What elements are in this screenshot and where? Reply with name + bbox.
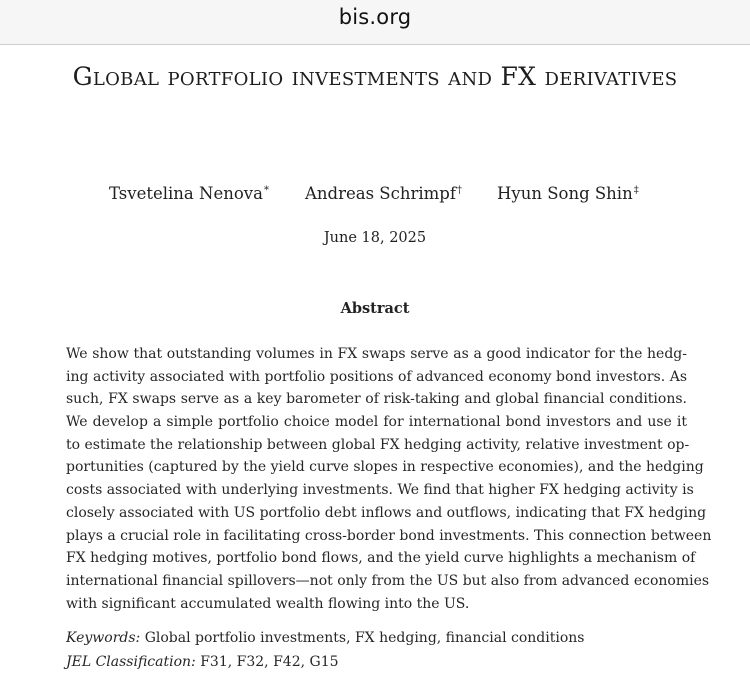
abstract-heading: Abstract [340, 300, 410, 317]
abstract-line: ing activity associated with portfolio positions of advanced economy bond investors. As [66, 368, 687, 385]
abstract-line: We show that outstanding volumes in FX swaps serve as a good indicator for the hedg- [66, 346, 687, 362]
abstract-line: FX hedging motives, portfolio bond flows, and the yield curve highlights a mechanism of [66, 550, 696, 567]
author-3 [497, 184, 639, 203]
paper-page [0, 44, 750, 697]
author-footnote-mark: ‡ [633, 185, 639, 196]
author-list [0, 184, 750, 208]
keywords-label: Keywords: [66, 630, 141, 646]
author-footnote-mark: * [263, 185, 269, 196]
abstract-line: costs associated with underlying investments. We find that higher FX hedging activity is [66, 482, 694, 499]
author-name: Andreas Schrimpf [305, 184, 456, 203]
abstract-line: international financial spillovers—not only from the US but also from advanced economies [66, 572, 710, 589]
abstract-body [66, 343, 712, 615]
publication-date: June 18, 2025 [323, 230, 427, 246]
author-name: Tsvetelina Nenova [109, 184, 263, 203]
author-1 [109, 184, 269, 203]
keywords-line [66, 630, 584, 646]
paper-title: Global portfolio investments and FX derivatives [72, 62, 678, 91]
abstract-line: portunities (captured by the yield curve slopes in respective economies), and the hedging [66, 459, 704, 476]
abstract-line: such, FX swaps serve as a key barometer of risk-taking and global financial conditions. [66, 391, 687, 408]
abstract-line: to estimate the relationship between global FX hedging activity, relative investment op- [66, 436, 690, 453]
abstract-line: with significant accumulated wealth flowing into the US. [66, 595, 470, 612]
author-footnote-mark: † [456, 185, 462, 196]
jel-value: F31, F32, F42, G15 [200, 654, 339, 670]
author-name: Hyun Song Shin [497, 184, 633, 203]
jel-classification-line [66, 654, 339, 670]
jel-label: JEL Classification: [66, 654, 196, 670]
keywords-value: Global portfolio investments, FX hedging, financial conditions [144, 630, 585, 646]
abstract-line: We develop a simple portfolio choice model for international bond investors and use it [66, 414, 687, 431]
abstract-line: closely associated with US portfolio debt inflows and outflows, indicating that FX hedging [66, 504, 707, 521]
author-2 [305, 184, 462, 203]
url-text[interactable]: bis.org [338, 5, 412, 29]
browser-address-bar[interactable] [0, 0, 750, 45]
abstract-line: plays a crucial role in facilitating cross-border bond investments. This connection between [66, 527, 712, 544]
